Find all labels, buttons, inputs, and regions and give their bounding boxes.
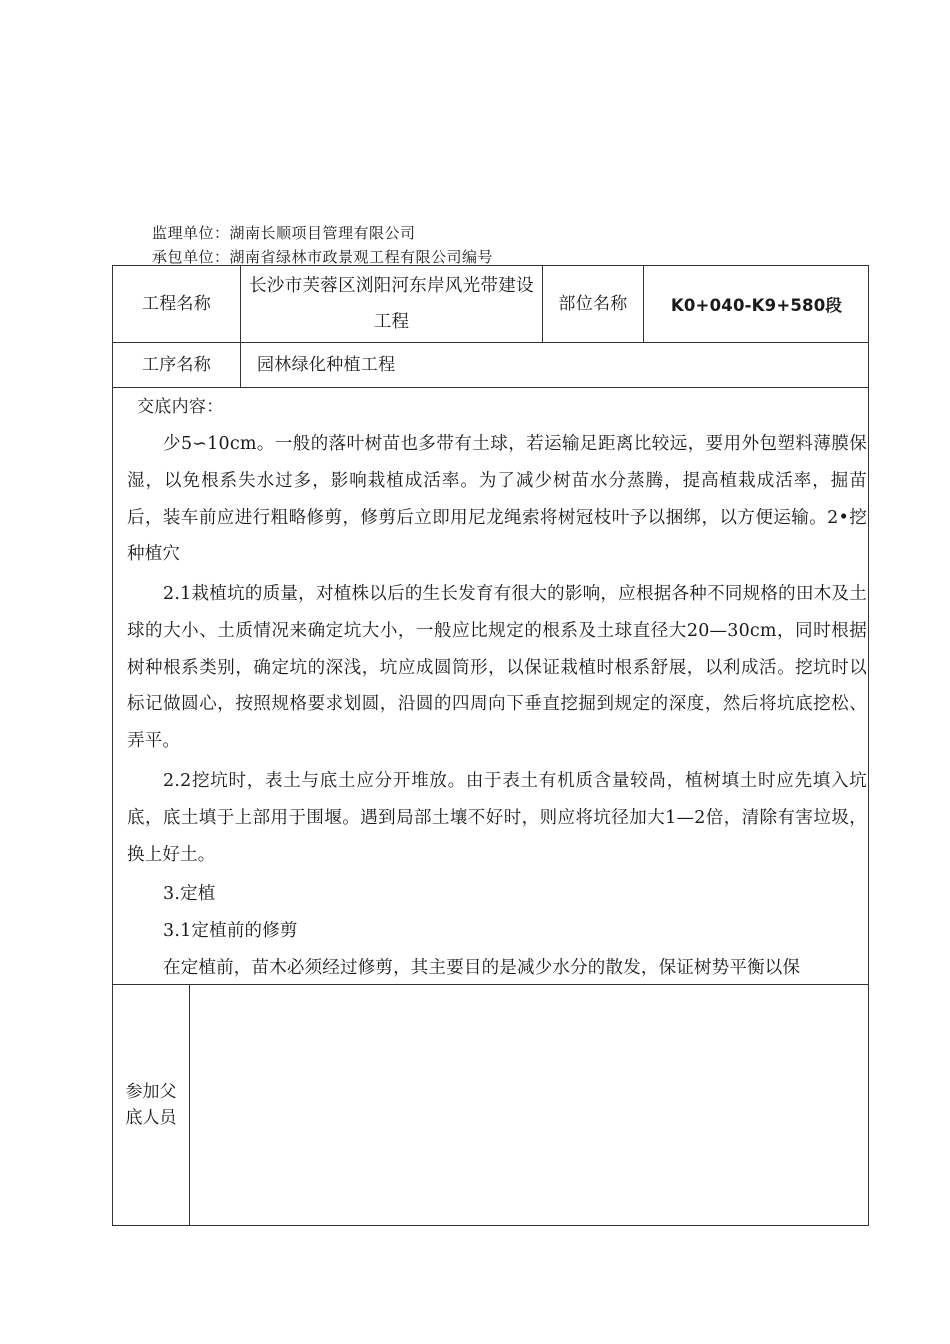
content-paragraph: 3.1定植前的修剪 bbox=[163, 921, 298, 941]
content-paragraph: 2.1栽植坑的质量，对植株以后的生长发育有很大的影响，应根据各种不同规格的田木及土球的大小、土质情况来确定坑大小，一般应比规定的根系及土球直径大20—30cm，同时根据树种根系类别，确定坑的深浅，坑应成圆筒形，以保证栽植时根系舒展，以利成活。挖坑时以标记做圆心，按照规格要求划圆，沿圆的四周向下垂直挖掘到规定的深度，然后将坑底挖松、弄平。 bbox=[127, 584, 867, 752]
participants-signature-area bbox=[190, 985, 868, 1225]
contractor-label: 承包单位： bbox=[152, 248, 230, 266]
project-name-label: 工程名称 bbox=[141, 294, 212, 314]
supervisor-unit bbox=[152, 222, 416, 243]
content-paragraph: 在定植前，苗木必须经过修剪，其主要目的是减少水分的散发，保证树势平衡以保 bbox=[163, 958, 801, 978]
project-name-value: 长沙市芙蓉区浏阳河东岸风光带建设工程 bbox=[249, 276, 534, 332]
supervisor-value: 湖南长顺项目管理有限公司 bbox=[229, 224, 416, 242]
content-label: 交底内容： bbox=[137, 397, 224, 417]
disclosure-table bbox=[112, 265, 869, 1226]
participants-label-line: 底人员 bbox=[125, 1108, 177, 1128]
contractor-unit bbox=[152, 246, 493, 267]
content-paragraph: 3.定植 bbox=[163, 884, 216, 904]
contractor-value: 湖南省绿林市政景观工程有限公司编号 bbox=[229, 248, 494, 266]
project-name-value-cell bbox=[241, 266, 542, 342]
disclosure-content bbox=[113, 388, 870, 984]
content-paragraph: 2.2挖坑时，表土与底土应分开堆放。由于表土有机质含量较咼，植树填土时应先填入坑底，底土填于上部用于围堰。遇到局部土壤不好时，则应将坑径加大1—2倍，清除有害垃圾，换上好土。 bbox=[127, 771, 867, 865]
participants-label bbox=[113, 985, 189, 1225]
participants-label-line: 参加父 bbox=[125, 1082, 177, 1102]
section-label: 部位名称 bbox=[558, 294, 628, 314]
supervisor-label: 监理单位： bbox=[152, 224, 230, 242]
content-paragraph: 少5∽10cm。一般的落叶树苗也多带有土球，若运输足距离比较远，要用外包塑料薄膜保湿，以免根系失水过多，影响栽植成活率。为了减少树苗水分蒸腾，提高植栽成活率，掘苗后，装车前应进行粗略修剪，修剪后立即用尼龙绳索将树冠枝叶予以捆绑，以方便运输。2•挖种植穴 bbox=[127, 434, 867, 565]
process-value: 园林绿化种植工程 bbox=[257, 355, 396, 375]
section-value: K0+040-K9+580段 bbox=[670, 296, 843, 315]
process-label: 工序名称 bbox=[141, 355, 212, 375]
